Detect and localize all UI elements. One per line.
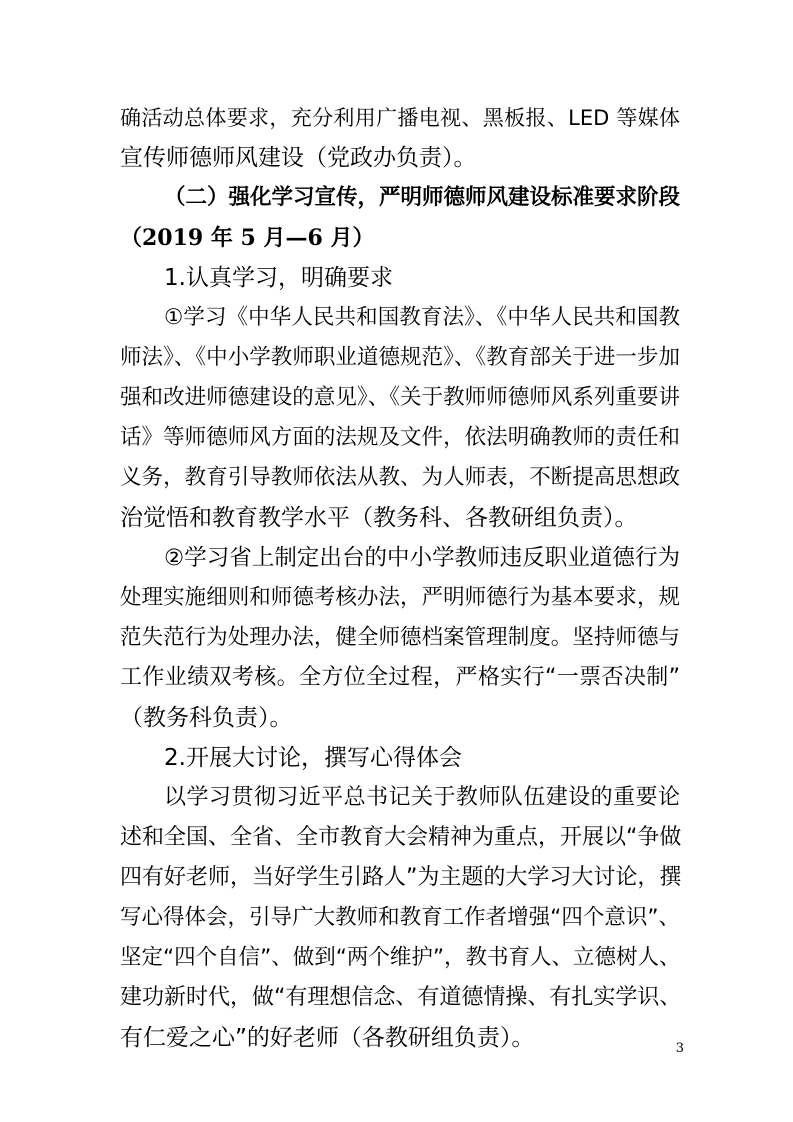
paragraph-line: ②学习省上制定出台的中小学教师违反职业道德行为 [164, 545, 680, 571]
paragraph-line: 处理实施细则和师德考核办法，严明师德行为基本要求，规 [120, 585, 680, 610]
page-number: 3 [675, 1041, 684, 1056]
paragraph-line: 有仁爱之心”的好老师（各教研组负责）。 [120, 1025, 535, 1051]
paragraph-line: ①学习《中华人民共和国教育法》、《中华人民共和国教 [164, 305, 680, 330]
paragraph-line: （教务科负责）。 [120, 705, 293, 731]
paragraph-line: 话》等师德师风方面的法规及文件，依法明确教师的责任和 [120, 425, 680, 450]
paragraph-line: 义务，教育引导教师依法从教、为人师表，不断提高思想政 [120, 465, 680, 490]
paragraph-line: 以学习贯彻习近平总书记关于教师队伍建设的重要论 [164, 785, 680, 810]
paragraph-line: 坚定“四个自信”、做到“两个维护”，教书育人、立德树人、 [120, 945, 681, 970]
paragraph-line: 宣传师德师风建设（党政办负责）。 [120, 145, 477, 171]
subsection-heading: 1.认真学习，明确要求 [164, 265, 393, 291]
paragraph-line: 述和全国、全省、全市教育大会精神为重点，开展以“争做 [120, 825, 682, 850]
paragraph-line: 写心得体会，引导广大教师和教育工作者增强“四个意识”、 [120, 905, 680, 930]
section-heading-date: （2019 年 5 月—6 月） [120, 225, 375, 251]
paragraph-line: 建功新时代，做“有理想信念、有道德情操、有扎实学识、 [120, 985, 682, 1010]
paragraph-line: 确活动总体要求，充分利用广播电视、黑板报、LED 等媒体 [120, 106, 680, 130]
paragraph-line: 四有好老师，当好学生引路人”为主题的大学习大讨论，撰 [120, 865, 682, 890]
section-heading: （二）强化学习宣传，严明师德师风建设标准要求阶段 [164, 185, 681, 210]
subsection-heading: 2.开展大讨论，撰写心得体会 [164, 745, 462, 771]
paragraph-line: 治觉悟和教育教学水平（教务科、各教研组负责）。 [120, 505, 638, 531]
paragraph-line: 工作业绩双考核。全方位全过程，严格实行“一票否决制” [120, 665, 680, 690]
paragraph-line: 范失范行为处理办法，健全师德档案管理制度。坚持师德与 [120, 625, 680, 650]
paragraph-line: 师法》、《中小学教师职业道德规范》、《教育部关于进一步加 [120, 345, 680, 370]
paragraph-line: 强和改进师德建设的意见》、《关于教师师德师风系列重要讲 [120, 385, 680, 410]
